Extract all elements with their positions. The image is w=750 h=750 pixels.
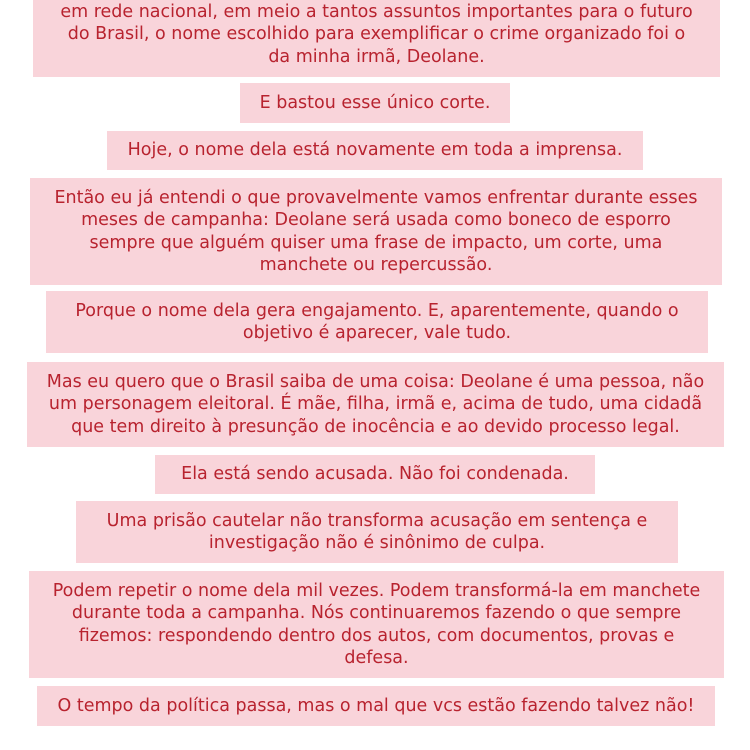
text-block-4: [30, 178, 722, 285]
text-block-6: [27, 362, 724, 447]
text-block-5-content: Porque o nome dela gera engajamento. E, aparentemente, quando o objetivo é aparecer, vale tudo.: [75, 300, 679, 343]
text-block-7-content: Ela está sendo acusada. Não foi condenada.: [181, 464, 569, 485]
text-block-2: [240, 83, 510, 123]
text-block-9: [29, 571, 724, 678]
text-block-9-content: Podem repetir o nome dela mil vezes. Podem transformá-la em manchete durante toda a campanha. Nós continuaremos fazendo o que sempre fizemos: respondendo dentro dos autos, com documentos, provas e defesa.: [52, 580, 701, 668]
text-block-8-content: Uma prisão cautelar não transforma acusação em sentença e investigação não é sinônimo de culpa.: [106, 510, 648, 553]
text-block-7: [155, 455, 595, 494]
text-block-2-content: E bastou esse único corte.: [259, 92, 491, 113]
text-block-5: [46, 291, 708, 353]
text-block-10-content: O tempo da política passa, mas o mal que vcs estão fazendo talvez não!: [57, 695, 695, 716]
text-block-8: [76, 501, 678, 563]
text-block-3-content: Hoje, o nome dela está novamente em toda a imprensa.: [127, 140, 623, 161]
text-block-4-content: Então eu já entendi o que provavelmente vamos enfrentar durante esses meses de campanha: Deolane será usada como boneco de esporro sempre que alguém quiser uma frase de impacto, um corte, uma manchete ou repercussão.: [54, 187, 698, 275]
text-block-3: [107, 131, 643, 170]
text-block-6-content: Mas eu quero que o Brasil saiba de uma coisa: Deolane é uma pessoa, não um personagem eleitoral. É mãe, filha, irmã e, acima de tudo, uma cidadã que tem direito à presunção de inocência e ao devido processo legal.: [46, 371, 705, 437]
text-block-1: [33, 0, 720, 77]
text-block-1-content: em rede nacional, em meio a tantos assuntos importantes para o futuro do Brasil, o nome escolhido para exemplificar o crime organizado foi o da minha irmã, Deolane.: [60, 1, 693, 67]
text-block-10: [37, 686, 715, 726]
